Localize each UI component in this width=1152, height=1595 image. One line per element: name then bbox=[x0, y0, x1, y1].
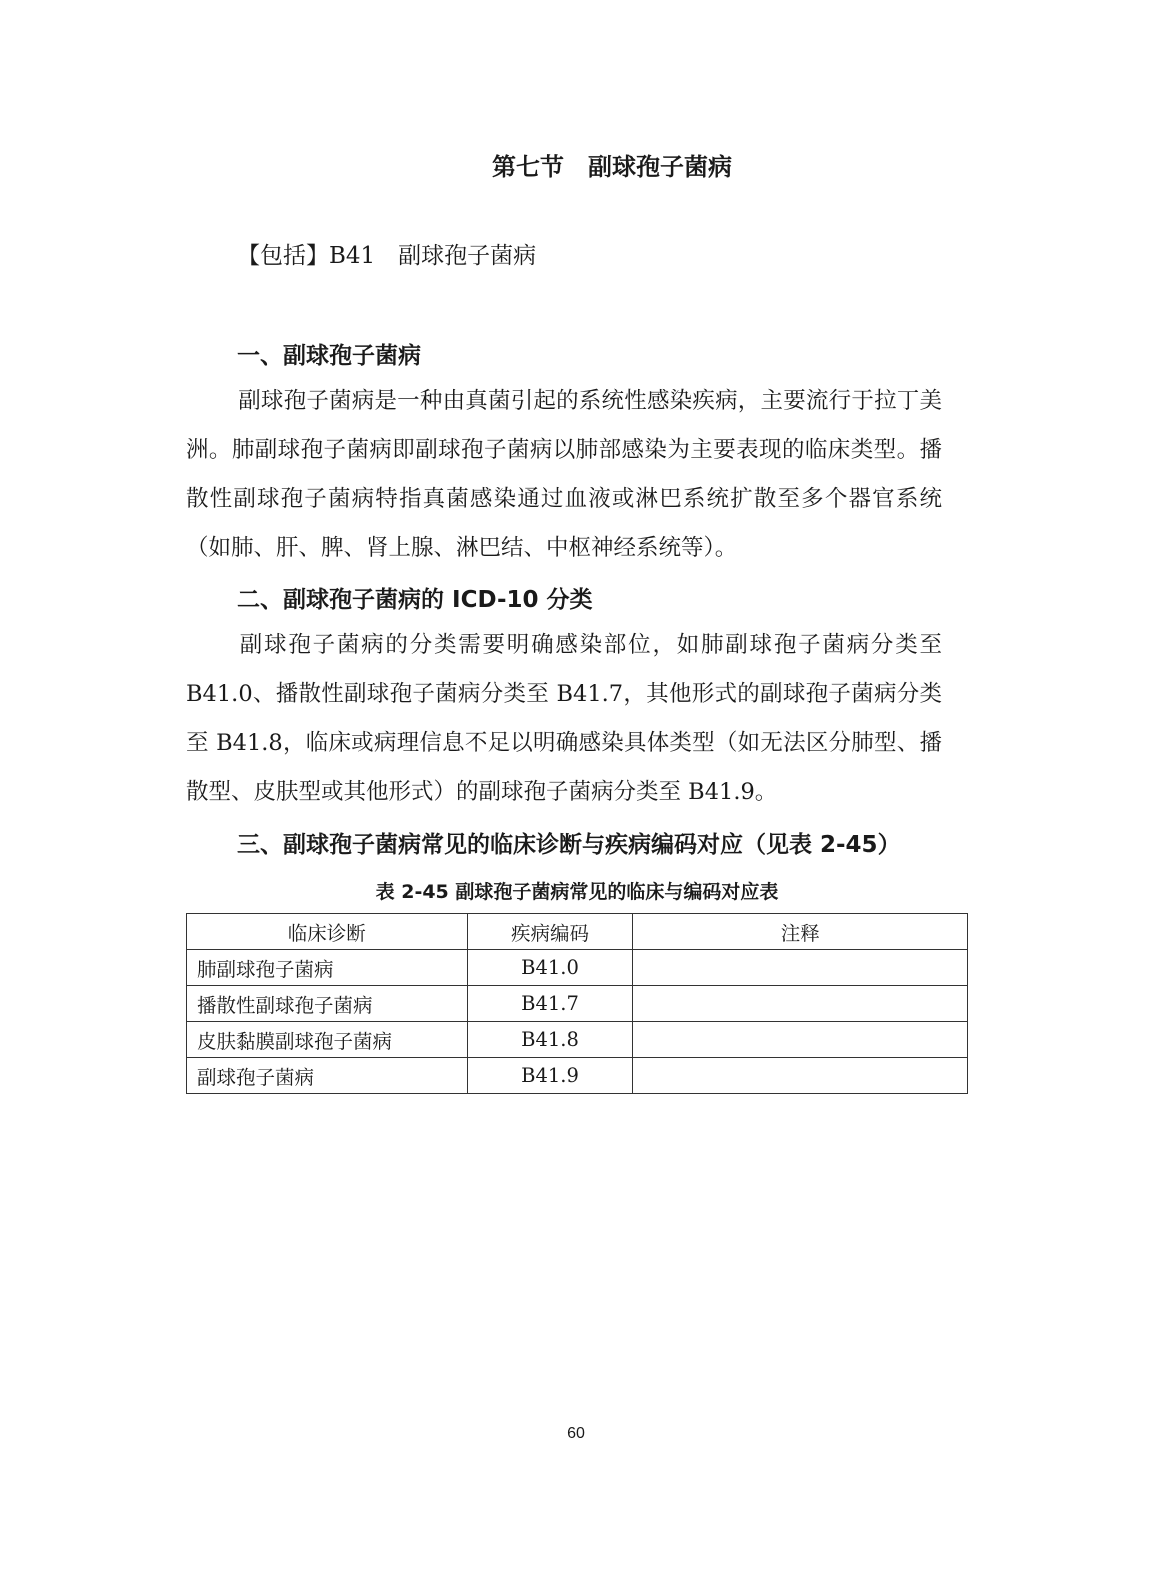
code-table bbox=[186, 913, 968, 1094]
heading-2: 二、副球孢子菌病的 ICD-10 分类 bbox=[237, 587, 593, 613]
cell-diagnosis: 皮肤黏膜副球孢子菌病 bbox=[187, 1022, 468, 1058]
paragraph-2-text: 副球孢子菌病的分类需要明确感染部位，如肺副球孢子菌病分类至B41.0、播散性副球孢子菌病分类至 B41.7，其他形式的副球孢子菌病分类至 B41.8，临床或病理信息不足以明确感染具体类型（如无法区分肺型、播散型、皮肤型或其他形式）的副球孢子菌病分类至 B41.9。 bbox=[186, 632, 942, 805]
table-row bbox=[187, 1058, 968, 1094]
cell-code: B41.8 bbox=[467, 1022, 633, 1058]
cell-code: B41.9 bbox=[467, 1058, 633, 1094]
cell-code: B41.7 bbox=[467, 986, 633, 1022]
table-caption: 表 2-45 副球孢子菌病常见的临床与编码对应表 bbox=[375, 881, 779, 903]
table-row bbox=[187, 1022, 968, 1058]
header-diagnosis: 临床诊断 bbox=[187, 914, 468, 950]
paragraph-1-text: 副球孢子菌病是一种由真菌引起的系统性感染疾病，主要流行于拉丁美洲。肺副球孢子菌病即副球孢子菌病以肺部感染为主要表现的临床类型。播散性副球孢子菌病特指真菌感染通过血液或淋巴系统扩散至多个器官系统（如肺、肝、脾、肾上腺、淋巴结、中枢神经系统等）。 bbox=[186, 388, 942, 561]
page-number: 60 bbox=[567, 1425, 585, 1442]
cell-note bbox=[633, 986, 968, 1022]
cell-diagnosis: 肺副球孢子菌病 bbox=[187, 950, 468, 986]
paragraph-2 bbox=[186, 621, 942, 817]
cell-diagnosis: 副球孢子菌病 bbox=[187, 1058, 468, 1094]
cell-note bbox=[633, 1058, 968, 1094]
table-row bbox=[187, 986, 968, 1022]
header-code: 疾病编码 bbox=[467, 914, 633, 950]
header-note: 注释 bbox=[633, 914, 968, 950]
include-line: 【包括】B41 副球孢子菌病 bbox=[237, 243, 537, 269]
heading-3: 三、副球孢子菌病常见的临床诊断与疾病编码对应（见表 2-45） bbox=[237, 832, 901, 858]
table-header-row bbox=[187, 914, 968, 950]
section-title: 第七节 副球孢子菌病 bbox=[492, 153, 732, 181]
cell-note bbox=[633, 1022, 968, 1058]
cell-code: B41.0 bbox=[467, 950, 633, 986]
cell-note bbox=[633, 950, 968, 986]
paragraph-1 bbox=[186, 377, 942, 573]
cell-diagnosis: 播散性副球孢子菌病 bbox=[187, 986, 468, 1022]
heading-1: 一、副球孢子菌病 bbox=[237, 343, 421, 369]
table-row bbox=[187, 950, 968, 986]
